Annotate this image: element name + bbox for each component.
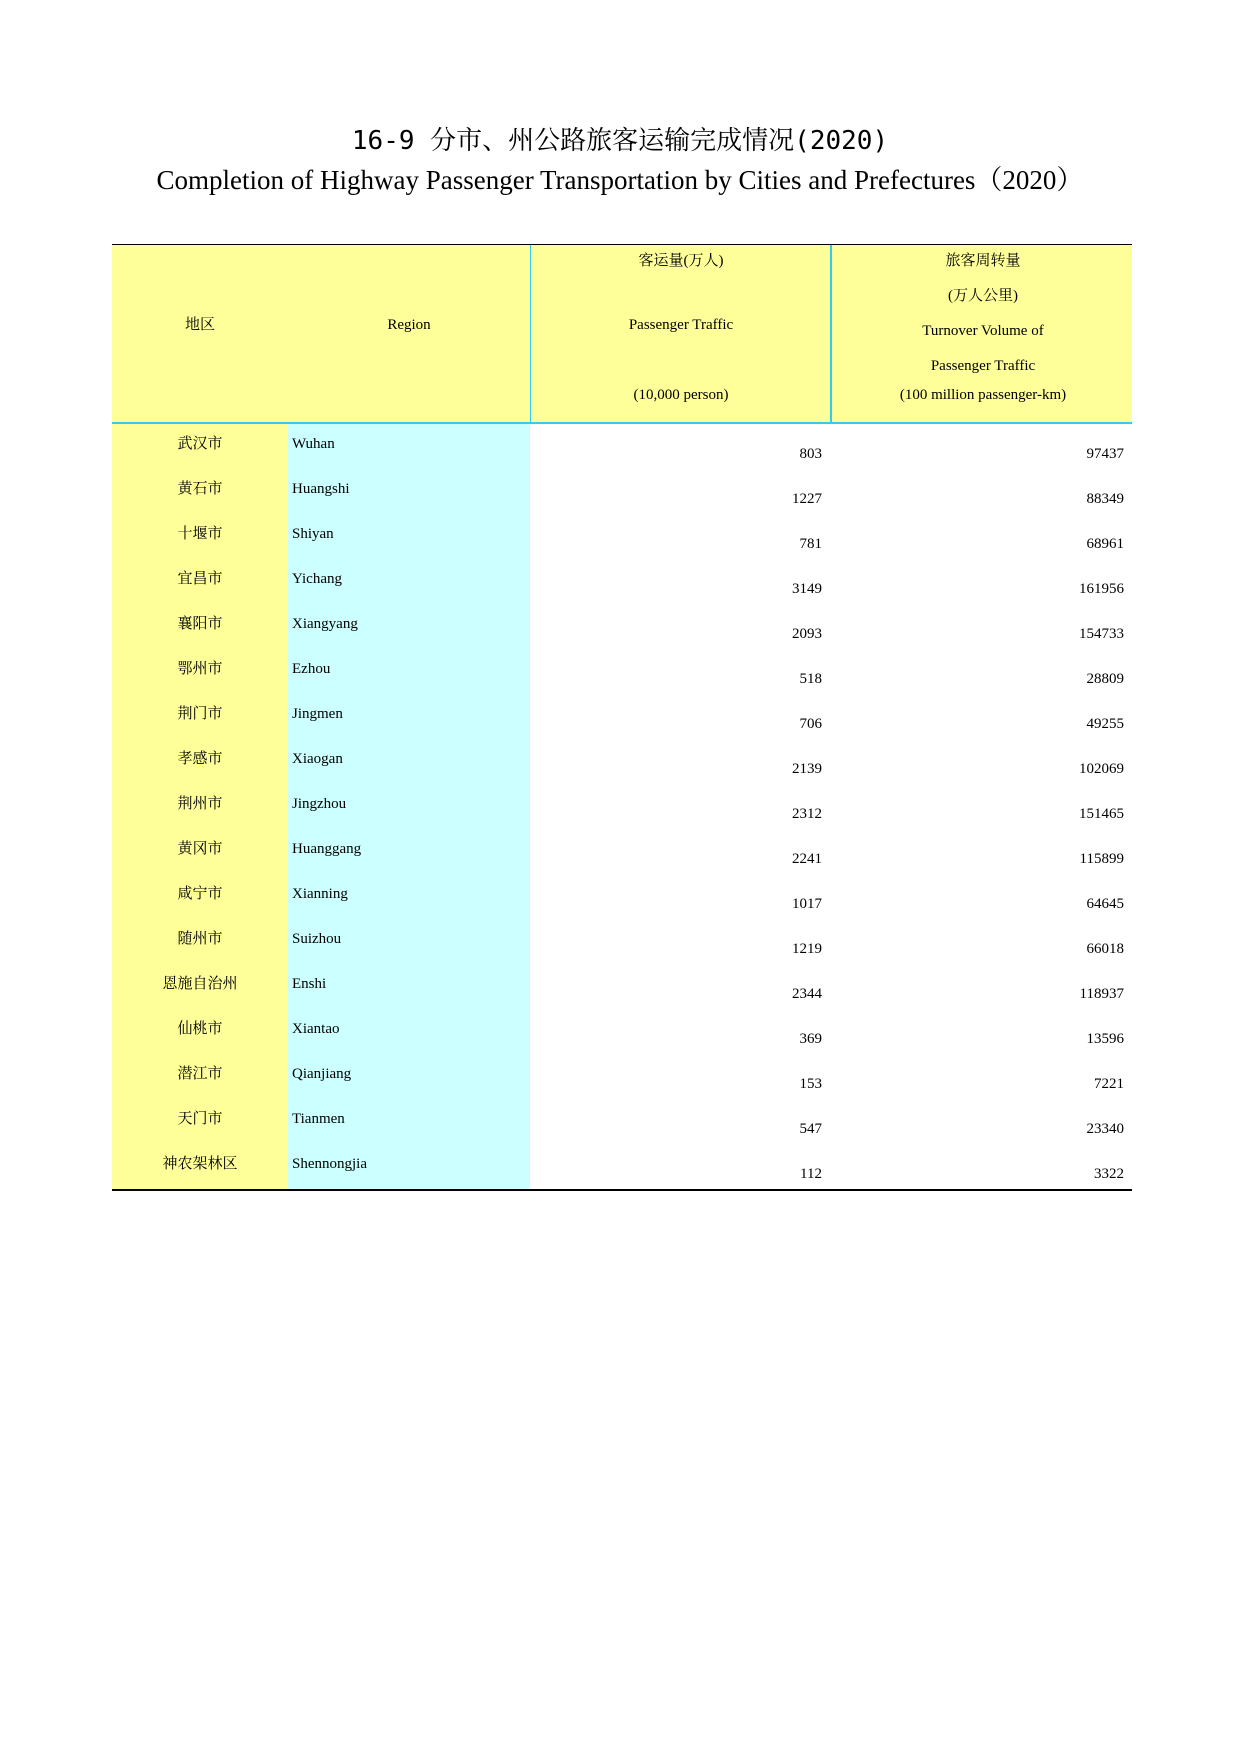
turnover-cell: 97437: [1086, 446, 1124, 462]
region-en-cell: Qianjiang: [288, 1054, 530, 1099]
table-row: [112, 694, 1132, 739]
region-cn-cell: 武汉市: [112, 424, 288, 469]
region-en-cell: Suizhou: [288, 919, 530, 964]
region-cn-cell: 荆州市: [112, 784, 288, 829]
turnover-cell: 118937: [1079, 986, 1124, 1002]
page-title-chinese: 16-9 分市、州公路旅客运输完成情况(2020): [351, 126, 889, 156]
region-en-cell: Xianning: [288, 874, 530, 919]
region-en-cell: Jingzhou: [288, 784, 530, 829]
header-passenger-traffic-cn: 客运量(万人): [638, 253, 724, 269]
passenger-traffic-cell: 2241: [792, 851, 822, 867]
region-cn-cell: 孝感市: [112, 739, 288, 784]
header-turnover-cn: 旅客周转量: [945, 253, 1021, 269]
header-turnover-en-line1: Turnover Volume of: [922, 323, 1044, 339]
header-turnover-cell: [830, 245, 1134, 422]
passenger-traffic-cell: 547: [799, 1121, 822, 1137]
passenger-traffic-cell: 1219: [792, 941, 822, 957]
region-en-cell: Xiaogan: [288, 739, 530, 784]
passenger-traffic-cell: 153: [799, 1076, 822, 1092]
table-row: [112, 514, 1132, 559]
table-row: [112, 829, 1132, 874]
header-region-en-cell: [288, 245, 530, 422]
data-table: [112, 244, 1132, 1191]
header-turnover-cn-unit: (万人公里): [948, 288, 1018, 304]
table-row: [112, 649, 1132, 694]
table-row: [112, 739, 1132, 784]
region-en-cell: Shennongjia: [288, 1144, 530, 1189]
table-row: [112, 1099, 1132, 1144]
region-en-cell: Huanggang: [288, 829, 530, 874]
passenger-traffic-cell: 1017: [792, 896, 822, 912]
table-body: [112, 424, 1132, 1189]
header-passenger-traffic-en: Passenger Traffic: [628, 317, 734, 333]
passenger-traffic-cell: 2344: [792, 986, 822, 1002]
region-en-cell: Shiyan: [288, 514, 530, 559]
turnover-cell: 49255: [1086, 716, 1124, 732]
table-row: [112, 874, 1132, 919]
table-row: [112, 604, 1132, 649]
region-en-cell: Xiantao: [288, 1009, 530, 1054]
passenger-traffic-cell: 781: [799, 536, 822, 552]
region-en-cell: Huangshi: [288, 469, 530, 514]
table-row: [112, 1054, 1132, 1099]
region-en-cell: Xiangyang: [288, 604, 530, 649]
page-title-english: Completion of Highway Passenger Transportation by Cities and Prefectures（2020）: [156, 165, 1084, 195]
region-cn-cell: 襄阳市: [112, 604, 288, 649]
region-cn-cell: 黄石市: [112, 469, 288, 514]
table-row: [112, 559, 1132, 604]
table-row: [112, 1144, 1132, 1189]
header-region-en: Region: [387, 317, 431, 333]
region-en-cell: Wuhan: [288, 424, 530, 469]
turnover-cell: 151465: [1079, 806, 1124, 822]
passenger-traffic-cell: 518: [799, 671, 822, 687]
header-turnover-unit: (100 million passenger-km): [899, 387, 1067, 403]
passenger-traffic-cell: 2312: [792, 806, 822, 822]
region-cn-cell: 恩施自治州: [112, 964, 288, 1009]
region-cn-cell: 鄂州市: [112, 649, 288, 694]
turnover-cell: 154733: [1079, 626, 1124, 642]
passenger-traffic-cell: 706: [799, 716, 822, 732]
table-row: [112, 784, 1132, 829]
region-en-cell: Ezhou: [288, 649, 530, 694]
turnover-cell: 28809: [1086, 671, 1124, 687]
region-en-cell: Jingmen: [288, 694, 530, 739]
table-bottom-rule: [112, 1189, 1132, 1191]
table-row: [112, 919, 1132, 964]
region-cn-cell: 天门市: [112, 1099, 288, 1144]
turnover-cell: 66018: [1086, 941, 1124, 957]
turnover-cell: 23340: [1086, 1121, 1124, 1137]
turnover-cell: 102069: [1079, 761, 1124, 777]
turnover-cell: 13596: [1086, 1031, 1124, 1047]
header-turnover-en-line2: Passenger Traffic: [930, 358, 1036, 374]
turnover-cell: 64645: [1086, 896, 1124, 912]
table-row: [112, 424, 1132, 469]
turnover-cell: 3322: [1094, 1166, 1124, 1182]
turnover-cell: 7221: [1094, 1076, 1124, 1092]
region-cn-cell: 黄冈市: [112, 829, 288, 874]
table-row: [112, 964, 1132, 1009]
passenger-traffic-cell: 2093: [792, 626, 822, 642]
header-region-cn-cell: [112, 245, 288, 422]
turnover-cell: 88349: [1086, 491, 1124, 507]
region-en-cell: Tianmen: [288, 1099, 530, 1144]
region-cn-cell: 宜昌市: [112, 559, 288, 604]
region-cn-cell: 十堰市: [112, 514, 288, 559]
table-header: [112, 244, 1132, 424]
header-passenger-traffic-cell: [530, 245, 831, 422]
passenger-traffic-cell: 803: [799, 446, 822, 462]
region-en-cell: Enshi: [288, 964, 530, 1009]
table-row: [112, 469, 1132, 514]
header-passenger-traffic-unit: (10,000 person): [633, 387, 729, 403]
passenger-traffic-cell: 369: [799, 1031, 822, 1047]
region-cn-cell: 潜江市: [112, 1054, 288, 1099]
turnover-cell: 161956: [1079, 581, 1124, 597]
turnover-cell: 115899: [1079, 851, 1124, 867]
table-row: [112, 1009, 1132, 1054]
passenger-traffic-cell: 3149: [792, 581, 822, 597]
passenger-traffic-cell: 112: [800, 1166, 822, 1182]
region-cn-cell: 仙桃市: [112, 1009, 288, 1054]
region-cn-cell: 荆门市: [112, 694, 288, 739]
header-region-cn: 地区: [184, 317, 215, 333]
region-cn-cell: 咸宁市: [112, 874, 288, 919]
region-en-cell: Yichang: [288, 559, 530, 604]
region-cn-cell: 随州市: [112, 919, 288, 964]
passenger-traffic-cell: 1227: [792, 491, 822, 507]
turnover-cell: 68961: [1086, 536, 1124, 552]
region-cn-cell: 神农架林区: [112, 1144, 288, 1189]
passenger-traffic-cell: 2139: [792, 761, 822, 777]
